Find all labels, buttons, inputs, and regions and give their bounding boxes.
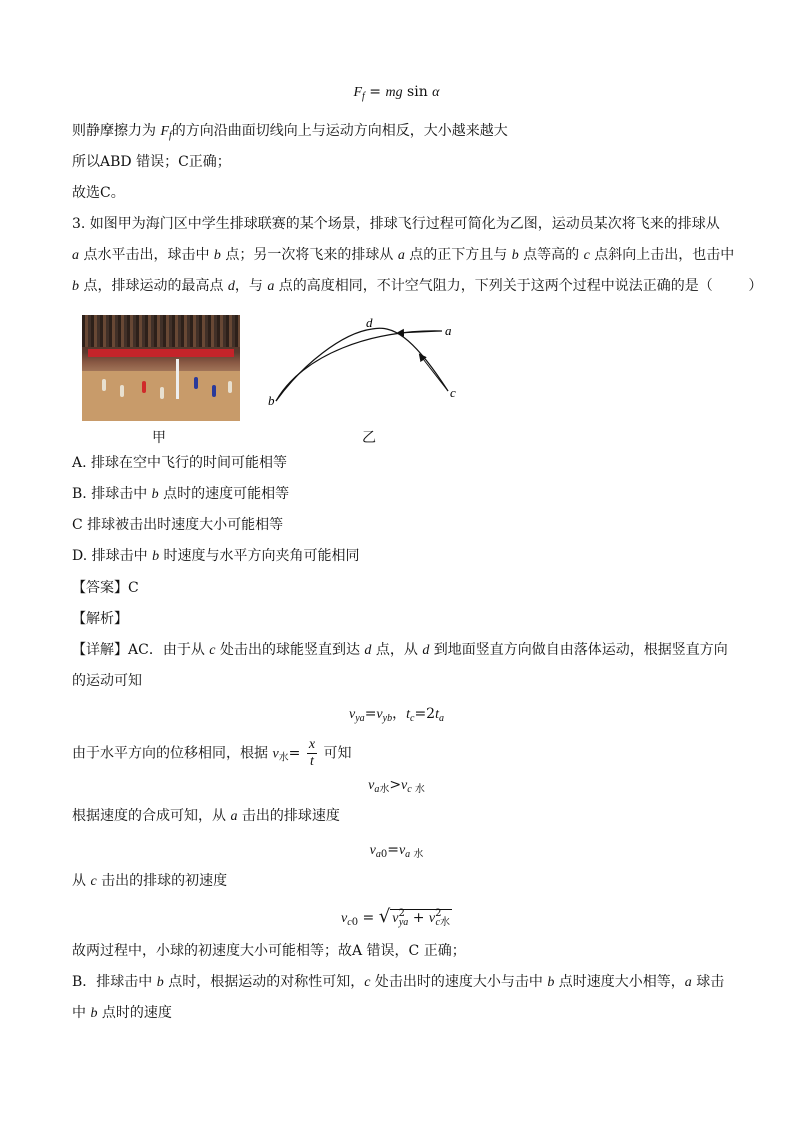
incoming-arrow-c <box>420 355 448 391</box>
speed-line: 根据速度的合成可知，从 a 击出的排球速度 <box>72 808 340 824</box>
figure-caption-left: 甲 <box>152 430 166 446</box>
point-label-c: c <box>450 385 456 400</box>
text-line-friction: 则静摩擦力为 $F_f$的方向沿曲面切线向上与运动方向相反，大小越来越大 <box>72 123 508 141</box>
trajectory-a-b <box>276 331 442 401</box>
point-label-d: d <box>366 315 373 330</box>
volleyball-photo <box>82 315 240 421</box>
figure-caption-right: 乙 <box>362 430 376 446</box>
option-a: A. 排球在空中飞行的时间可能相等 <box>72 455 288 471</box>
trajectory-c-b <box>276 328 448 401</box>
horizontal-line: 由于水平方向的位移相同，根据 $v_水=$ $\frac{x}{t}$ 可知 <box>72 737 352 769</box>
trajectory-diagram <box>262 315 472 415</box>
init-line: 从 c 击出的排球的初速度 <box>72 873 228 889</box>
option-b: B. 排球击中 b 点时的速度可能相等 <box>72 486 290 502</box>
conclude-line: 故两过程中，小球的初速度大小可能相等；故A 错误，C 正确； <box>72 943 466 959</box>
question-line-1: 3. 如图甲为海门区中学生排球联赛的某个场景，排球飞行过程可简化为乙图，运动员某次将飞来的排球从 <box>72 216 720 232</box>
text-line-choice: 故选C。 <box>72 185 125 201</box>
analysis-tag: 【解析】 <box>72 611 128 627</box>
equation-a0: $v_{a0}=v_{a 水}$ <box>369 842 424 860</box>
detail-line-2: 的运动可知 <box>72 673 142 689</box>
formula-friction: $F_f$ = mg sin α <box>353 84 440 102</box>
b-line-1: B．排球击中 b 点时，根据运动的对称性可知，c 处击出时的速度大小与击中 b 点时速度大小相等，a 球击 <box>72 974 725 990</box>
equation-c0: $v_{c0}$ = √ $v^2_{ya} + v^2_{c水}$ <box>341 906 450 928</box>
equation-horizontal: $v_{a水}>v_{c 水}$ <box>368 777 425 795</box>
option-c: C 排球被击出时速度大小可能相等 <box>72 517 284 533</box>
option-d: D. 排球击中 b 时速度与水平方向夹角可能相同 <box>72 548 360 564</box>
text-line-conclusion: 所以ABD 错误；C正确； <box>72 154 231 170</box>
equation-vertical: $v_{ya}=v_{yb}$，$t_c=2t_a$ <box>349 706 444 724</box>
detail-line-1: 【详解】AC．由于从 c 处击出的球能竖直到达 d 点，从 d 到地面竖直方向做自由落体运动，根据竖直方向 <box>72 642 728 658</box>
point-label-a: a <box>445 323 452 338</box>
question-line-2: a 点水平击出，球击中 b 点；另一次将飞来的排球从 a 点的正下方且与 b 点等高的 c 点斜向上击出，也击中 <box>72 247 735 263</box>
point-label-b: b <box>268 393 275 408</box>
answer-line: 【答案】C <box>72 580 139 596</box>
b-line-2: 中 b 点时的速度 <box>72 1005 172 1021</box>
question-line-3: b 点，排球运动的最高点 d，与 a 点的高度相同，不计空气阻力，下列关于这两个过程中说法正确的是（ ） <box>72 278 763 294</box>
